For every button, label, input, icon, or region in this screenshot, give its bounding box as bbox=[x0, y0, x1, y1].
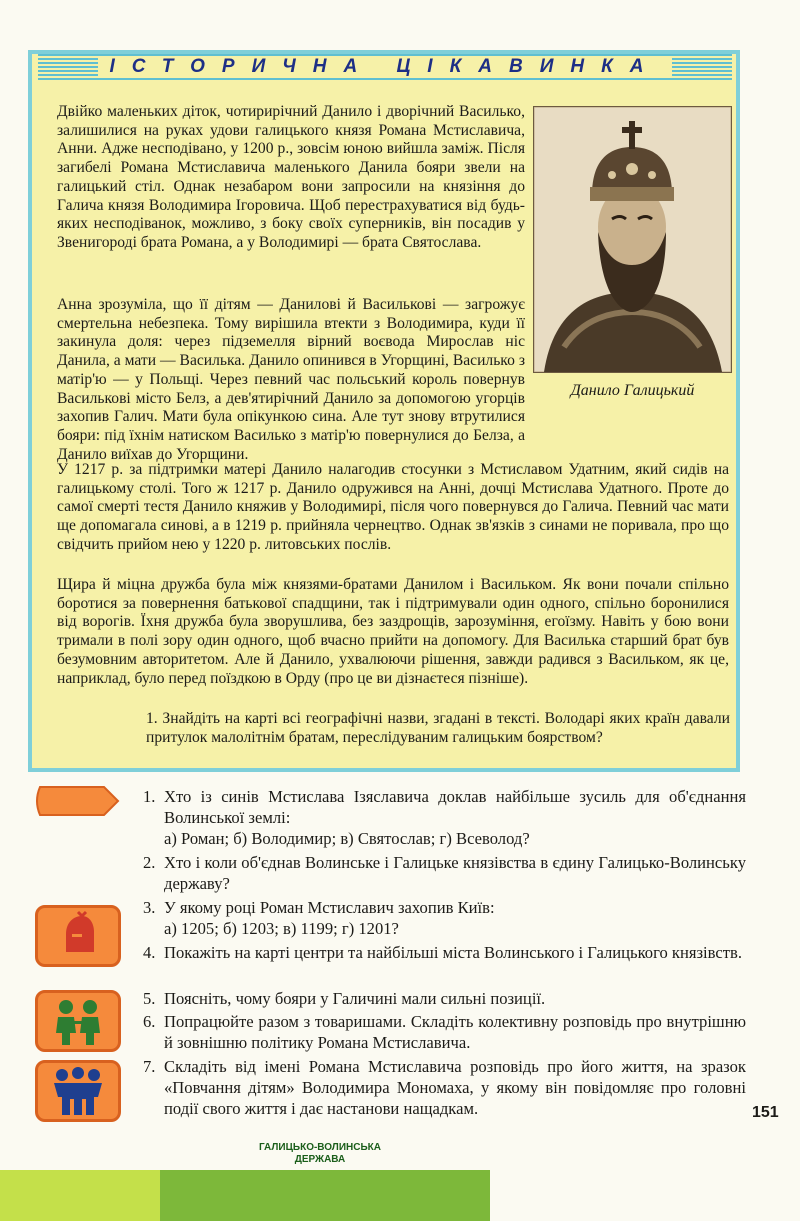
question-text: Попрацюйте разом з товаришами. Складіть колективну розповідь про внутрішню й зовнішню політику Романа Мстиславича. bbox=[164, 1012, 746, 1052]
question-5 bbox=[144, 988, 746, 1009]
question-1 bbox=[144, 786, 746, 849]
question-number: 2. bbox=[143, 853, 156, 872]
box-header bbox=[38, 54, 732, 80]
question-number: 4. bbox=[143, 943, 156, 962]
prince-portrait-icon bbox=[534, 107, 731, 372]
question-6 bbox=[144, 1011, 746, 1053]
group-work-icon bbox=[38, 1063, 118, 1119]
paragraph-3: У 1217 р. за підтримки матері Данило налагодив стосунки з Мстиславом Удатним, який сидів на галицькому столі. Того ж 1217 р. Данило одружився на Анні, дочці Мстислава Удатного. Проте до самої смерті тестя Данило княжив у Володимирі, після чого повернувся до Галича. Певний час мати ще допомагала синові, а в 1219 р. прийняла чернецтво. Однак зв'язків з синами не поривала, про що свідчить прийом нею у 1220 р. литовських послів. bbox=[57, 461, 729, 553]
helmet-icon bbox=[38, 908, 118, 964]
page-number: 151 bbox=[752, 1104, 779, 1121]
question-number: 1. bbox=[143, 787, 156, 806]
question-text: Покажіть на карті центри та найбільші міста Волинського і Галицького князівств. bbox=[164, 943, 743, 962]
portrait-image bbox=[533, 106, 732, 373]
question-answers: а) Роман; б) Володимир; в) Святослав; г) Всеволод? bbox=[164, 829, 530, 848]
question-number: 7. bbox=[143, 1057, 156, 1076]
question-text: Поясніть, чому бояри у Галичині мали сильні позиції. bbox=[164, 989, 546, 1008]
question-text: Складіть від імені Романа Мстиславича розповідь про його життя, на зразок «Повчання дітям» Володимира Мономаха, у якому він повідомляє про головні події свого життя і дає настанови нащадкам. bbox=[164, 1057, 746, 1118]
paragraph-4: Щира й міцна дружба була між князями-братами Данилом і Васильком. Як вони почали спільно боротися за повернення батькової спадщини, так і підтримували один одного, спільно боронилися від ворогів. Їхня дружба була зворушлива, без заздрощів, зарозуміння, егоїзму. Навіть у бою вони тримали в полі зору один одного, щоб вчасно прийти на допомогу. Для Василька старший брат був безумовним авторитетом. Але й Данило, ухвалюючи рішення, завжди радився з Васильком, як це, наприклад, було перед поїздкою в Орду (про це ви дізнаєтеся пізніше). bbox=[57, 576, 729, 687]
section-label bbox=[228, 1142, 412, 1166]
pair-work-icon-box bbox=[35, 990, 121, 1052]
question-text: Хто із синів Мстислава Ізяславича доклав найбільше зусиль для об'єднання Волинської землі: bbox=[164, 787, 746, 827]
group-work-icon-box bbox=[35, 1060, 121, 1122]
question-text: У якому році Роман Мстиславич захопив Київ: bbox=[164, 898, 495, 917]
paragraph-2: Анна зрозуміла, що її дітям — Данилові й Васильковi — загрожує смертельна небезпека. Тому вирішила втекти з Володимира, куди її закинула доля: через підземелля вірний воєвода Мирослав ніс Данила, а мати — Василька. Данило опинився в Угорщині, Василько з матір'ю — у Польщі. Через певний час польський король повернув Василькові місто Белз, а дев'ятирічний Данило за допомогою угорців захопив Галич. Мати була опікункою сина. Але тут знову втрутилися бояри: під їхнім натиском Василько з матір'ю повернулися до Белза, а Данило виїхав до Угорщини. bbox=[57, 296, 525, 463]
portrait-caption: Данило Галицький bbox=[570, 382, 695, 399]
question-number: 3. bbox=[143, 898, 156, 917]
footer-bar bbox=[0, 1170, 800, 1221]
question-2 bbox=[144, 852, 746, 894]
helmet-icon-box bbox=[35, 905, 121, 967]
question-number: 6. bbox=[143, 1012, 156, 1031]
box-task: 1. Знайдіть на карті всі географічні назви, згадані в тексті. Володарі яких країн давали притулок малолітнім братам, переслідуваним галицьким боярством? bbox=[146, 710, 730, 746]
pair-work-icon bbox=[38, 993, 118, 1049]
paragraph-1: Двійко маленьких діток, чотирирічний Данило і дворічний Василько, залишилися на руках удови галицького князя Романа Мстиславича, Анни. Адже несподівано, у 1200 р., зовсім юною вийшла заміж. Після загибелі Романа Мстиславича маленького Данила бояри звели на галицький стіл. Однак незабаром вони запросили на князіння до Галича князя Володимира Ігоровича. Щоб перестрахуватися від будь-яких несподіванок, можливо, з боку своїх суперників, він посадив у Звенигороді брата Романа, а у Володимирі — брата Святослава. bbox=[57, 103, 525, 251]
section-label-line1: ГАЛИЦЬКО-ВОЛИНСЬКА bbox=[259, 1142, 381, 1153]
question-answers: а) 1205; б) 1203; в) 1199; г) 1201? bbox=[164, 919, 399, 938]
question-banner-icon bbox=[34, 783, 120, 819]
question-text: Хто і коли об'єднав Волинське і Галицьке князівства в єдину Галицько-Волинську державу? bbox=[164, 853, 746, 893]
question-7 bbox=[144, 1056, 746, 1119]
question-3 bbox=[144, 897, 746, 939]
question-4 bbox=[144, 942, 746, 963]
box-title: ІСТОРИЧНА ЦІКАВИНКА bbox=[98, 56, 673, 78]
question-number: 5. bbox=[143, 989, 156, 1008]
section-label-line2: ДЕРЖАВА bbox=[294, 1154, 346, 1165]
